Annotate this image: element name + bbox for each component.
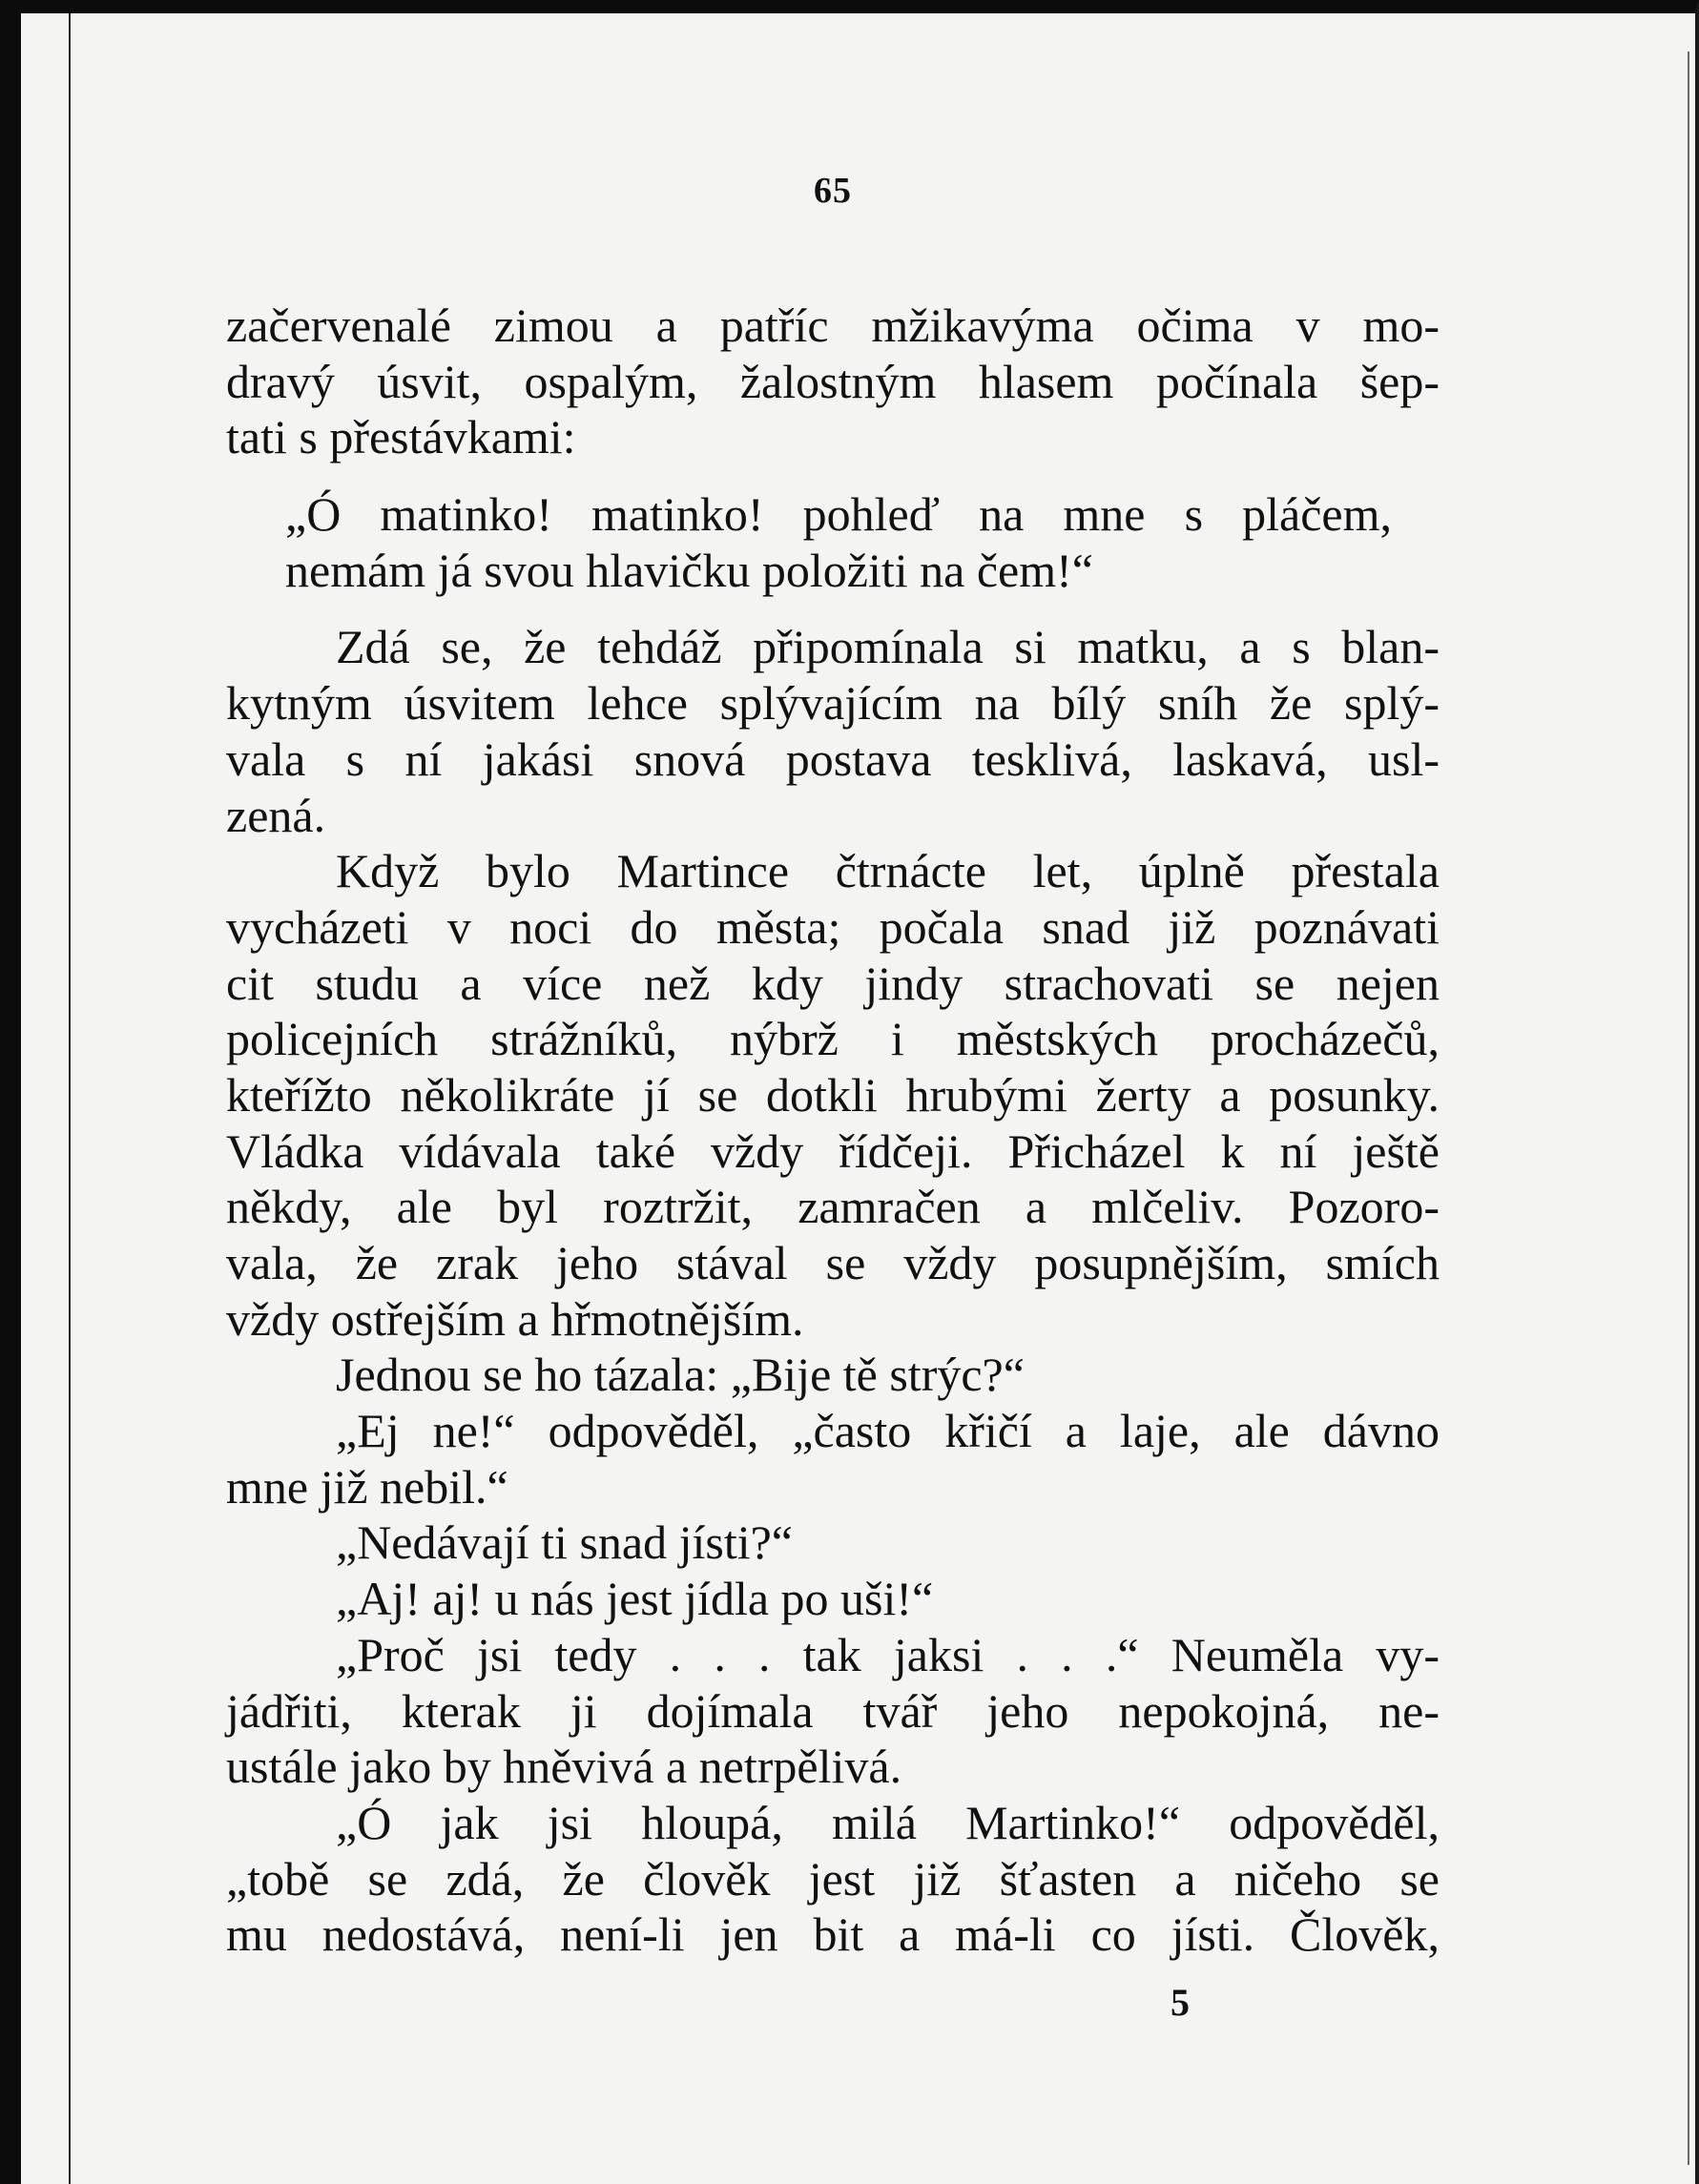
text-line: Jednou se ho tázala: „Bije tě strýc?“: [336, 1348, 1025, 1402]
text-line: zená.: [226, 788, 326, 842]
text-line: mne již nebil.“: [226, 1459, 508, 1514]
text-line: vycházeti v noci do města; počala snad již poznávati: [226, 899, 1440, 954]
text-line: Zdá se, že tehdáž připomínala si matku, a s blan-: [336, 620, 1440, 674]
verse-line: nemám já svou hlavičku položiti na čem!“: [285, 543, 1093, 597]
text-line: začervenalé zimou a patříc mžikavýma očima v mo-: [226, 299, 1440, 352]
text-line: ustále jako by hněvivá a netrpělivá.: [226, 1740, 902, 1794]
text-line: vala s ní jakási snová postava tesklivá, laskavá, usl-: [226, 731, 1440, 786]
text-line: kteřížto několikráte jí se dotkli hrubými žerty a posunky.: [226, 1067, 1440, 1122]
text-line: Vládka vídávala také vždy řídčeji. Přicházel k ní ještě: [226, 1123, 1440, 1178]
text-line: Když bylo Martince čtrnácte let, úplně přestala: [336, 844, 1440, 898]
text-line: „Aj! aj! u nás jest jídla po uši!“: [336, 1572, 934, 1626]
text-line: vala, že zrak jeho stával se vždy posupnějším, smích: [226, 1236, 1440, 1289]
text-line: „Proč jsi tedy . . . tak jaksi . . .“ Neuměla vy-: [336, 1627, 1440, 1681]
text-line: dravý úsvit, ospalým, žalostným hlasem počínala šep-: [226, 354, 1440, 408]
text-line: „Ó jak jsi hloupá, milá Martinko!“ odpověděl,: [336, 1795, 1440, 1849]
page-number: 65: [814, 171, 852, 211]
text-line: jádřiti, kterak ji dojímala tvář jeho nepokojná, ne-: [226, 1683, 1440, 1738]
text-line: vždy ostřejším a hřmotnějším.: [226, 1291, 804, 1346]
text-line: kytným úsvitem lehce splývajícím na bílý sníh že splý-: [226, 676, 1440, 731]
text-line: mu nedostává, není-li jen bit a má-li co jísti. Člověk,: [226, 1907, 1440, 1962]
verse-line: „Ó matinko! matinko! pohleď na mne s pláčem,: [285, 487, 1392, 542]
text-line: „Ej ne!“ odpověděl, „často křičí a laje, ale dávno: [336, 1404, 1440, 1458]
text-line: „Nedávají ti snad jísti?“: [336, 1515, 794, 1570]
text-line: „tobě se zdá, že člověk jest již šťasten a ničeho se: [226, 1851, 1440, 1906]
text-line: cit studu a více než kdy jindy strachovati se nejen: [226, 956, 1440, 1010]
text-line: někdy, ale byl roztržit, zamračen a mlčeliv. Pozoro-: [226, 1180, 1440, 1234]
text-line: tati s přestávkami:: [226, 410, 576, 464]
text-line: policejních strážníků, nýbrž i městských procházečů,: [226, 1012, 1440, 1066]
body-text: [226, 298, 1440, 1963]
signature-mark: 5: [1171, 1981, 1190, 2024]
